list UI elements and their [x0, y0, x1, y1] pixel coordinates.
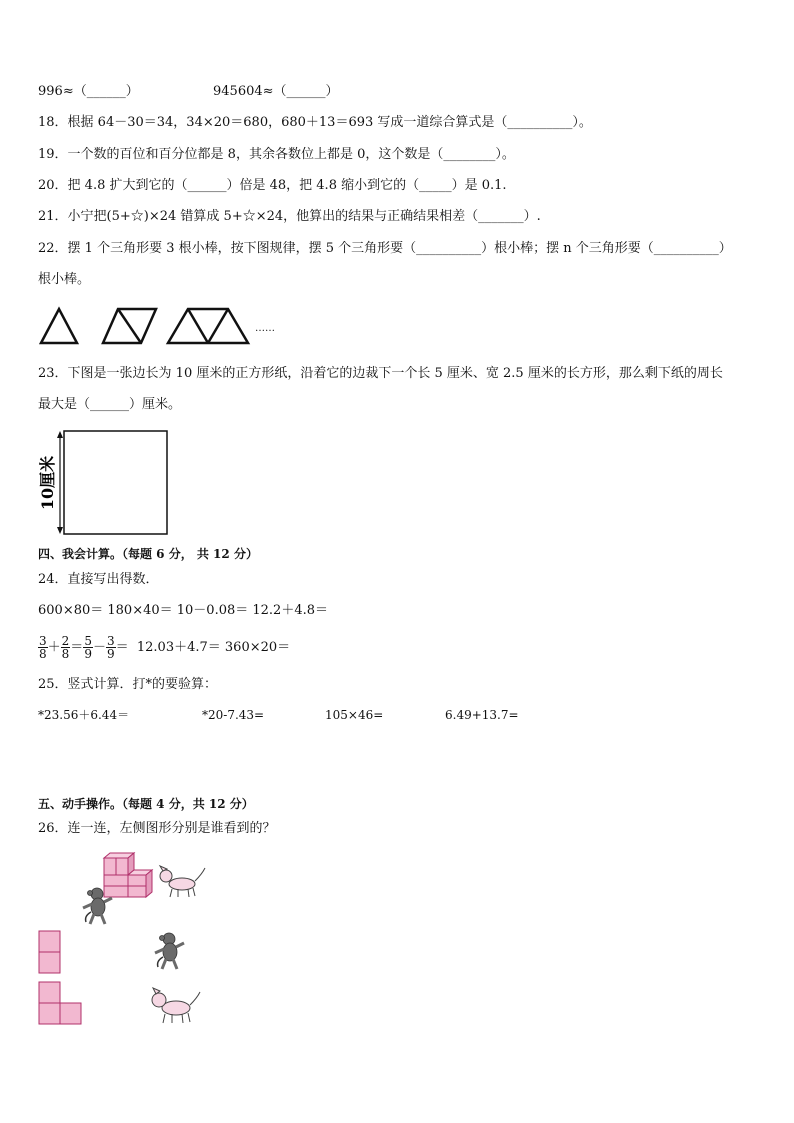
question-24-row1: 600×80＝ 180×40＝ 10－0.08＝ 12.2＋4.8＝	[38, 603, 328, 618]
fraction-3-9: $\frac{3}{9}$	[106, 634, 115, 661]
question-23-line2: 最大是（______）厘米。	[38, 397, 182, 412]
pattern-ellipsis: ……	[255, 323, 275, 334]
q17-tail-b: 945604≈（______）	[213, 84, 339, 99]
q25-expr-2: *20-7.43=	[202, 708, 265, 722]
dimension-label: 10厘米	[38, 455, 57, 511]
section-4-heading: 四、我会计算。（每题 6 分， 共 12 分）	[38, 547, 258, 561]
q17-tail-a: 996≈（______）	[38, 84, 139, 99]
question-25-title: 25．竖式计算．打*的要验算：	[38, 677, 218, 692]
monkey-icon	[80, 886, 114, 926]
q25-expr-1: *23.56＋6.44＝	[38, 708, 130, 722]
dog-icon-2	[150, 986, 202, 1026]
question-18: 18．根据 64－30＝34，34×20＝680，680＋13＝693 写成一道综合算式是（__________）。	[38, 115, 592, 130]
question-26: 26．连一连，左侧图形分别是谁看到的？	[38, 821, 276, 836]
question-24-row2: $\frac{3}{8}$ ＋ $\frac{2}{8}$ ＝ $\frac{5}{9}$ － $\frac{3}{9}$ ＝ 12.03＋4.7＝ 360×20＝	[39, 634, 291, 661]
fraction-3-8: $\frac{3}{8}$	[39, 634, 47, 661]
fraction-2-8: $\frac{2}{8}$	[61, 634, 70, 661]
question-22-line2: 根小棒。	[38, 272, 91, 287]
fraction-5-9: $\frac{5}{9}$	[84, 634, 92, 661]
question-21: 21．小宁把(5+☆)×24 错算成 5+☆×24，他算出的结果与正确结果相差（_______）.	[38, 209, 541, 224]
triangle-1	[41, 309, 77, 343]
triangle-set-3	[168, 309, 248, 343]
question-24-row2-rest: 12.03＋4.7＝ 360×20＝	[136, 640, 291, 655]
view-two-squares	[38, 930, 62, 974]
question-23-line1: 23．下图是一张边长为 10 厘米的正方形纸，沿着它的边裁下一个长 5 厘米、宽 2.5 厘米的长方形，那么剩下纸的周长	[38, 366, 723, 381]
dog-icon	[158, 864, 208, 900]
q25-expr-3: 105×46=	[325, 708, 384, 722]
question-22-line1: 22．摆 1 个三角形要 3 根小棒，按下图规律，摆 5 个三角形要（__________）根小棒；摆 n 个三角形要（__________）	[38, 241, 732, 256]
triangle-pattern-figure	[38, 303, 288, 347]
question-24-title: 24．直接写出得数．	[38, 572, 159, 587]
view-l-shape	[38, 981, 84, 1025]
square-paper	[64, 431, 167, 534]
q25-expr-4: 6.49+13.7=	[445, 708, 519, 722]
question-20: 20．把 4.8 扩大到它的（______）倍是 48，把 4.8 缩小到它的（_____）是 0.1.	[38, 178, 507, 193]
monkey-icon-2	[152, 931, 186, 971]
section-5-heading: 五、动手操作。（每题 4 分，共 12 分）	[38, 797, 254, 811]
question-19: 19．一个数的百位和百分位都是 8，其余各数位上都是 0，这个数是（________）。	[38, 147, 515, 162]
square-paper-figure	[34, 427, 174, 537]
